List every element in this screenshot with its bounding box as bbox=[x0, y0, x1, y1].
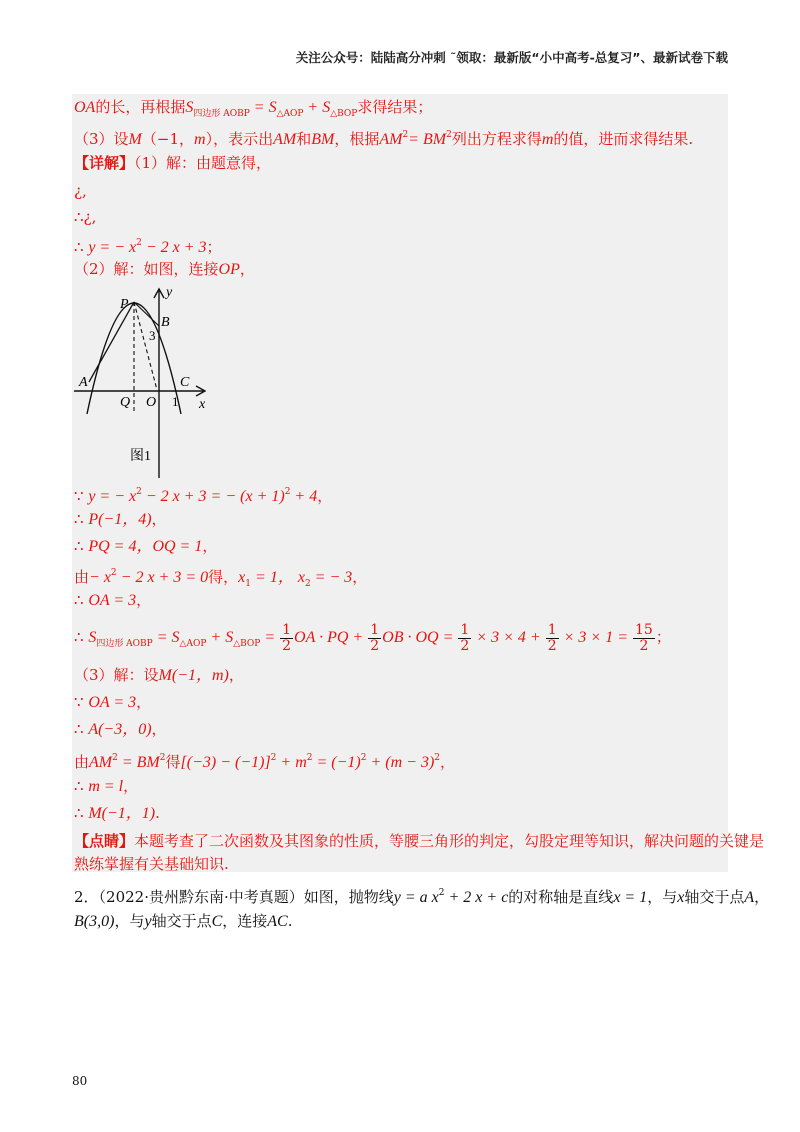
segment-ap bbox=[89, 302, 134, 382]
part3-line: （3）解：设M(−1，m)， bbox=[74, 666, 244, 684]
derivation-line-5: ∴ OA = 3， bbox=[74, 591, 152, 609]
fraction-half-4: $\frac{1}{2}$ bbox=[547, 621, 557, 654]
area-computation-line: ∴ $S_{四边形 AOBP} = S_{\triangle AOP} + S_{\triangle BOP}$ = $\frac{1}{2}$ OA · PQ + $\frac{1}{2}$ OB · OQ = $\frac{1}{2}$ × 3 × 4 + $\frac{1}{2}$ × 3 × 1 = $\frac{15}{2}$ ； bbox=[74, 621, 671, 654]
derivation-line-8: ∵ OA = 3， bbox=[74, 693, 152, 711]
comment-line-1: 【点睛】本题考查了二次函数及其图象的性质，等腰三角形的判定，勾股定理等知识，解决问题的关键是 bbox=[74, 832, 765, 850]
derivation-line-4: 由− $x^2 - 2$ x + 3 = 0得，$x_1 = 1$， $x_2$ = − 3， bbox=[74, 568, 368, 589]
derivation-line-1: ∵ y = − $x^2 - 2$ x + 3 = − $(x + 1)^2 + 4$， bbox=[74, 487, 333, 505]
label-1: 1 bbox=[172, 394, 179, 409]
garbled-line-1: ¿, bbox=[74, 182, 87, 200]
segment-po-dashed bbox=[134, 302, 157, 390]
derivation-line-9: ∴ A(−3，0)， bbox=[74, 720, 167, 738]
derivation-line-10: 由$AM^2 = BM^2$得$[(-3) - (-1)]^2 + m^2 = (-1)^2 + (m - 3)^2$， bbox=[74, 753, 456, 771]
result-line-1: ∴ y = − $x^2 - 2$ x + 3； bbox=[74, 238, 222, 256]
segment-pb bbox=[134, 302, 159, 326]
page-header: 关注公众号：陆陆高分冲刺 ˜领取：最新版“小中高考-总复习”、最新试卷下载 bbox=[295, 50, 728, 65]
derivation-line-12: ∴ M(−1，1). bbox=[74, 804, 160, 822]
parabola-figure bbox=[72, 280, 232, 480]
part2-line: （2）解：如图，连接OP， bbox=[74, 260, 255, 278]
fraction-half-2: $\frac{1}{2}$ bbox=[370, 621, 380, 654]
fraction-fifteen-halves: $\frac{15}{2}$ bbox=[635, 621, 653, 654]
comment-label: 【点睛】 bbox=[74, 832, 135, 850]
figure-caption: 图1 bbox=[130, 449, 151, 464]
problem2-line-2: B(3,0)，与y轴交于点C，连接AC. bbox=[74, 912, 293, 930]
label-3: 3 bbox=[149, 328, 156, 343]
garbled-line-2: ∴¿, bbox=[74, 208, 97, 226]
derivation-line-11: ∴ m = l， bbox=[74, 777, 139, 795]
derivation-line-3: ∴ PQ = 4，OQ = 1， bbox=[74, 537, 218, 555]
fraction-half-3: $\frac{1}{2}$ bbox=[460, 621, 470, 654]
label-o: O bbox=[146, 395, 157, 410]
analysis-line-2: （3）设M（−1，m），表示出AM和BM，根据$AM^2= BM^2$列出方程求得m的值，进而求得结果. bbox=[74, 130, 694, 148]
label-b: B bbox=[161, 315, 170, 330]
label-y: y bbox=[166, 285, 173, 300]
derivation-line-2: ∴ P(−1，4)， bbox=[74, 510, 167, 528]
label-a: A bbox=[79, 375, 88, 390]
comment-line-2: 熟练掌握有关基础知识. bbox=[74, 855, 229, 873]
label-p: P bbox=[120, 297, 129, 312]
detail-label: 【详解】 bbox=[74, 154, 135, 172]
fraction-half-1: $\frac{1}{2}$ bbox=[282, 621, 292, 654]
label-c: C bbox=[180, 375, 190, 390]
page-number: 80 bbox=[72, 1074, 88, 1088]
label-q: Q bbox=[120, 395, 131, 410]
problem2-line-1: 2．（2022·贵州黔东南·中考真题）如图，抛物线y = a $x^2 + 2$ x + c的对称轴是直线x = 1，与x轴交于点A， bbox=[74, 888, 770, 906]
analysis-line-1: OA的长，再根据$S_{四边形 AOBP} = S_{\triangle AOP} + S_{\triangle BOP}$求得结果； bbox=[74, 98, 433, 119]
label-x: x bbox=[199, 397, 206, 412]
detail-heading: 【详解】（1）解：由题意得， bbox=[74, 154, 272, 172]
